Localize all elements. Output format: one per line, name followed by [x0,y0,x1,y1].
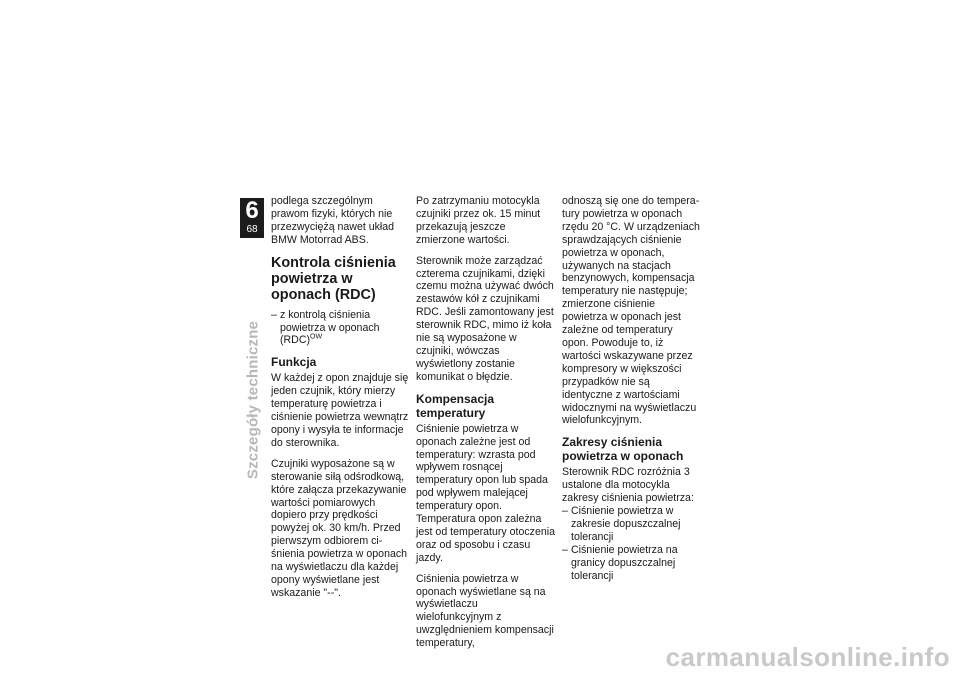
text-column-2 [416,195,556,658]
chapter-number: 6 [245,197,259,224]
watermark: carmanualsonline.info [665,642,950,672]
chapter-tab [240,198,264,238]
subheading-pressure-ranges: Zakresy ciśnienia powietrza w oponach [562,435,684,464]
option-item [271,309,411,348]
pressure-range-list [562,505,702,582]
paragraph: Czujniki wyposażone są w sterowanie siłą odśrodkową, które załącza przekazywanie wartości pomiarowych dopiero przy prędkości powyżej ok. 30 km/h. Przed pierwszym odbiorem ciśnienia powietrza w oponach na wyświetlaczu dla każdej opony wyświetlane jest wskazanie "--". [271,457,408,599]
chapter-side-title: Szczegóły techniczne [244,320,262,480]
subheading-funkcja: Funkcja [271,355,317,370]
option-item-text: z kontrolą ciśnienia powietrza w oponach (RDC) [280,308,380,347]
paragraph: Po zatrzymaniu motocykla czujniki przez ok. 15 minut przekazują jeszcze zmierzone wartości. [416,195,541,246]
intro-paragraph: podlega szczególnym prawom fizyki, których nie przezwyciężą nawet układ BMW Motorrad ABS. [271,195,395,246]
list-item: – Ciśnienie powietrza w zakresie dopuszczalnej tolerancji [562,505,702,544]
paragraph: Sterownik RDC rozróżnia 3 ustalone dla motocykla zakresy ciśnienia powietrza: [562,466,694,505]
option-list [271,309,411,348]
section-heading-rdc: Kontrola ciśnienia powietrza w oponach (RDC) [271,254,396,303]
paragraph: odnoszą się one do temperatury powietrza w oponach rzędu 20 °C. W urządzeniach sprawdzających ciśnienie powietrza w oponach, używanych na stacjach benzynowych, kompensacja temperatury nie następuje; zmierzone ciśnienie powietrza w oponach jest zależne od temperatury opon. Powoduje to, iż wartości wskazywane przez kompresory w większości przypadków nie są identyczne z wartościami widocznymi na wyświetlaczu wielofunkcyjnym. [562,195,700,427]
subheading-temperature-compensation: Kompensacja temperatury [416,391,495,420]
paragraph: Ciśnienie powietrza w oponach zależne jest od temperatury: wzrasta pod wpływem rosnącej temperatury opon lub spada pod wpływem malejącej temperatury opon. Temperatura opon zależna jest od temperatury otoczenia oraz od sposobu i czasu jazdy. [416,422,555,564]
paragraph: Sterownik może zarządzać czterema czujnikami, dzięki czemu można używać dwóch zestawów kół z czujnikami RDC. Jeśli zamontowany jest sterownik RDC, mimo iż koła nie są wyposażone w czujniki, wówczas wyświetlony zostanie komunikat o błędzie. [416,254,554,383]
page-number: 68 [246,224,258,235]
paragraph: Ciśnienia powietrza w oponach wyświetlane są na wyświetlaczu wielofunkcyjnym z uwzględnieniem kompensacji temperatury, [416,572,554,650]
list-item: – Ciśnienie powietrza na granicy dopuszczalnej tolerancji [562,544,702,583]
option-code: OW [310,333,323,341]
paragraph: W każdej z opon znajduje się jeden czujnik, który mierzy temperaturę powietrza i ciśnienie powietrza wewnątrz opony i wysyła te informacje do sterownika. [271,372,409,449]
text-column-1 [271,195,411,608]
text-column-3 [562,195,702,590]
